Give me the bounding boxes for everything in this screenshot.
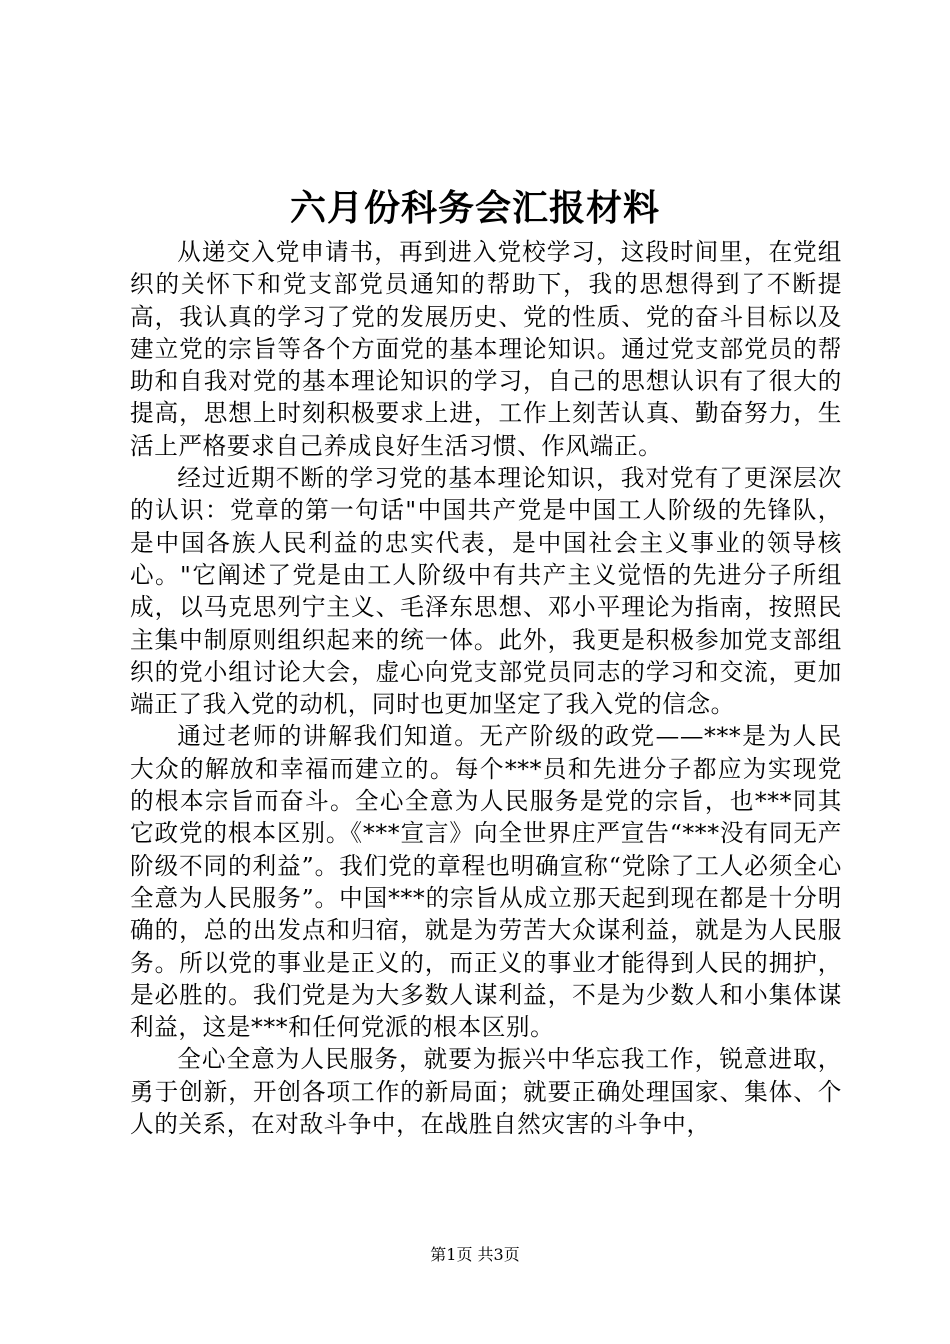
document-title: 六月份科务会汇报材料 [289, 187, 660, 229]
paragraph-2: 经过近期不断的学习党的基本理论知识，我对党有了更深层次的认识：党章的第一句话"中国共产党是中国工人阶级的先锋队，是中国各族人民利益的忠实代表，是中国社会主义事业的领导核心。"它阐述了党是由工人阶级中有共产主义觉悟的先进分子所组成，以马克思列宁主义、毛泽东思想、邓小平理论为指南，按照民主集中制原则组织起来的统一体。此外，我更是积极参加党支部组织的党小组讨论大会，虚心向党支部党员同志的学习和交流，更加端正了我入党的动机，同时也更加坚定了我入党的信念。 [130, 464, 842, 719]
document-body [130, 236, 842, 1140]
paragraph-4: 全心全意为人民服务，就要为振兴中华忘我工作，锐意进取，勇于创新，开创各项工作的新局面；就要正确处理国家、集体、个人的关系，在对敌斗争中，在战胜自然灾害的斗争中， [130, 1045, 842, 1139]
paragraph-1: 从递交入党申请书，再到进入党校学习，这段时间里，在党组织的关怀下和党支部党员通知的帮助下，我的思想得到了不断提高，我认真的学习了党的发展历史、党的性质、党的奋斗目标以及建立党的宗旨等各个方面党的基本理论知识。通过党支部党员的帮助和自我对党的基本理论知识的学习，自己的思想认识有了很大的提高，思想上时刻积极要求上进，工作上刻苦认真、勤奋努力，生活上严格要求自己养成良好生活习惯、作风端正。 [130, 238, 842, 460]
page-number-footer: 第1页 共3页 [430, 1245, 520, 1264]
paragraph-3: 通过老师的讲解我们知道。无产阶级的政党——***是为人民大众的解放和幸福而建立的。每个***员和先进分子都应为实现党的根本宗旨而奋斗。全心全意为人民服务是党的宗旨，也***同其它政党的根本区别。《***宣言》向全世界庄严宣告“***没有同无产阶级不同的利益”。我们党的章程也明确宣称“党除了工人必须全心全意为人民服务”。中国***的宗旨从成立那天起到现在都是十分明确的，总的出发点和归宿，就是为劳苦大众谋利益，就是为人民服务。所以党的事业是正义的，而正义的事业才能得到人民的拥护，是必胜的。我们党是为大多数人谋利益，不是为少数人和小集体谋利益，这是***和任何党派的根本区别。 [130, 722, 842, 1042]
